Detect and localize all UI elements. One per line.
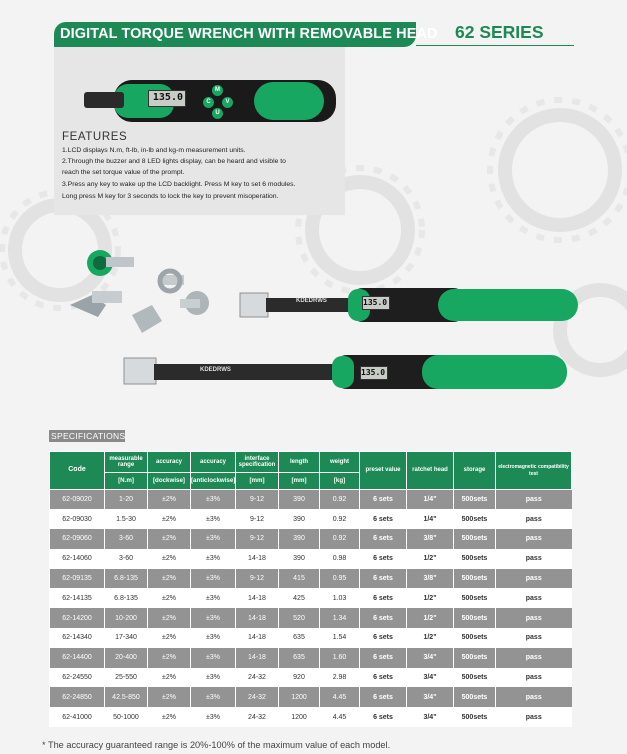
table-cell: 6 sets: [360, 648, 407, 668]
table-cell: 6 sets: [360, 628, 407, 648]
lcd-value-short: 135.0: [363, 298, 388, 307]
table-cell: 1.54: [320, 628, 360, 648]
table-cell: 500sets: [454, 509, 496, 529]
table-cell: 390: [279, 549, 320, 569]
specifications-label: SPECIFICATIONS: [51, 431, 126, 441]
table-cell: ±2%: [148, 707, 191, 727]
feature-line-4: 3.Press any key to wake up the LCD backlight. Press M key to set 6 modules.: [62, 181, 296, 188]
table-cell: 62-24850: [50, 687, 105, 707]
table-cell: 3/4": [407, 648, 454, 668]
table-cell: 3/4": [407, 687, 454, 707]
table-cell: 62-09020: [50, 490, 105, 510]
table-cell: 500sets: [454, 490, 496, 510]
table-cell: ±2%: [148, 588, 191, 608]
table-cell: 9-12: [236, 529, 279, 549]
unit-length: [mm]: [279, 473, 320, 490]
table-row: [50, 687, 572, 707]
col-length: length: [279, 452, 320, 473]
table-cell: 24-32: [236, 707, 279, 727]
u-key-button[interactable]: U: [212, 108, 223, 119]
col-accuracy-ccw: accuracy: [191, 452, 236, 473]
table-cell: 9-12: [236, 509, 279, 529]
table-cell: 1/2": [407, 588, 454, 608]
table-cell: ±3%: [191, 529, 236, 549]
table-cell: 1/2": [407, 608, 454, 628]
col-weight: weight: [320, 452, 360, 473]
table-cell: 6.8-135: [105, 588, 148, 608]
table-cell: 1200: [279, 707, 320, 727]
table-cell: 0.95: [320, 569, 360, 589]
table-cell: 10-200: [105, 608, 148, 628]
table-cell: 520: [279, 608, 320, 628]
table-cell: ±2%: [148, 529, 191, 549]
lcd-display-closeup: [148, 90, 186, 107]
table-cell: 24-32: [236, 668, 279, 688]
table-cell: 62-09030: [50, 509, 105, 529]
table-cell: pass: [496, 628, 572, 648]
table-cell: 62-14200: [50, 608, 105, 628]
table-cell: ±2%: [148, 668, 191, 688]
col-accuracy-cw: accuracy: [148, 452, 191, 473]
table-cell: 500sets: [454, 588, 496, 608]
unit-accuracy-ccw: [anticlockwise]: [191, 473, 236, 490]
table-cell: ±3%: [191, 588, 236, 608]
table-cell: 500sets: [454, 569, 496, 589]
table-cell: ±3%: [191, 707, 236, 727]
table-cell: 25-550: [105, 668, 148, 688]
table-cell: 635: [279, 648, 320, 668]
wrench-long-brand: KDEDRWS: [200, 367, 231, 373]
c-key-button[interactable]: C: [203, 97, 214, 108]
table-cell: 390: [279, 529, 320, 549]
table-cell: 62-09060: [50, 529, 105, 549]
wrench-short-brand: KDEDRWS: [296, 298, 327, 304]
table-cell: ±3%: [191, 668, 236, 688]
series-label: 62 SERIES: [455, 22, 544, 42]
table-cell: ±3%: [191, 628, 236, 648]
table-cell: 20-400: [105, 648, 148, 668]
table-row: [50, 569, 572, 589]
table-cell: 0.98: [320, 549, 360, 569]
table-cell: 6 sets: [360, 687, 407, 707]
table-cell: ±2%: [148, 648, 191, 668]
table-cell: 1.03: [320, 588, 360, 608]
table-cell: 1/4": [407, 490, 454, 510]
table-cell: 2.98: [320, 668, 360, 688]
removable-heads-image: [62, 245, 222, 345]
feature-line-2: 2.Through the buzzer and 8 LED lights display, can be heard and visible to: [62, 158, 286, 165]
col-emc-test: electromagnetic compatibility test: [496, 452, 572, 490]
table-header-row: [50, 452, 572, 473]
table-cell: 6 sets: [360, 549, 407, 569]
table-cell: pass: [496, 490, 572, 510]
table-cell: 62-14340: [50, 628, 105, 648]
table-cell: 0.92: [320, 529, 360, 549]
table-cell: 1.5-30: [105, 509, 148, 529]
table-cell: 6 sets: [360, 509, 407, 529]
table-cell: 6 sets: [360, 668, 407, 688]
table-cell: 14-18: [236, 549, 279, 569]
table-cell: 0.92: [320, 509, 360, 529]
table-cell: ±2%: [148, 549, 191, 569]
lcd-value: 135.0: [152, 92, 183, 103]
table-cell: pass: [496, 668, 572, 688]
table-cell: 6 sets: [360, 608, 407, 628]
feature-line-1: 1.LCD displays N.m, ft-lb, in-lb and kg-m measurement units.: [62, 147, 246, 154]
table-cell: pass: [496, 707, 572, 727]
table-cell: 1/4": [407, 509, 454, 529]
table-row: [50, 707, 572, 727]
table-cell: 24-32: [236, 687, 279, 707]
table-cell: pass: [496, 588, 572, 608]
table-cell: 6 sets: [360, 490, 407, 510]
table-cell: 3/4": [407, 668, 454, 688]
table-cell: 500sets: [454, 529, 496, 549]
table-cell: 500sets: [454, 707, 496, 727]
table-cell: 6.8-135: [105, 569, 148, 589]
col-storage: storage: [454, 452, 496, 490]
table-cell: 425: [279, 588, 320, 608]
table-cell: ±2%: [148, 687, 191, 707]
table-cell: 3/8": [407, 569, 454, 589]
table-row: [50, 628, 572, 648]
unit-weight: [kg]: [320, 473, 360, 490]
col-ratchet-head: ratchet head: [407, 452, 454, 490]
table-cell: 62-14400: [50, 648, 105, 668]
col-interface: interface specification: [236, 452, 279, 473]
table-cell: 6 sets: [360, 569, 407, 589]
table-cell: 500sets: [454, 549, 496, 569]
table-row: [50, 490, 572, 510]
table-cell: 6 sets: [360, 588, 407, 608]
table-cell: 17-340: [105, 628, 148, 648]
table-cell: ±3%: [191, 549, 236, 569]
table-cell: 6 sets: [360, 707, 407, 727]
footnote: * The accuracy guaranteed range is 20%-100% of the maximum value of each model.: [42, 740, 391, 750]
table-row: [50, 588, 572, 608]
table-cell: 1.34: [320, 608, 360, 628]
table-row: [50, 648, 572, 668]
table-cell: 4.45: [320, 707, 360, 727]
unit-accuracy-cw: [dockwise]: [148, 473, 191, 490]
table-cell: ±2%: [148, 509, 191, 529]
table-cell: 500sets: [454, 628, 496, 648]
features-heading: FEATURES: [62, 131, 128, 143]
table-cell: pass: [496, 529, 572, 549]
table-cell: ±2%: [148, 628, 191, 648]
v-key-button[interactable]: V: [222, 97, 233, 108]
table-cell: 14-18: [236, 608, 279, 628]
table-cell: pass: [496, 608, 572, 628]
table-cell: 6 sets: [360, 529, 407, 549]
table-cell: 920: [279, 668, 320, 688]
table-cell: 9-12: [236, 490, 279, 510]
table-cell: ±3%: [191, 648, 236, 668]
lcd-value-long: 135.0: [361, 368, 386, 377]
table-cell: 0.92: [320, 490, 360, 510]
lcd-display-short-wrench: [362, 296, 390, 310]
table-cell: 62-14135: [50, 588, 105, 608]
torque-wrench-short-image: [238, 283, 583, 328]
table-cell: 14-18: [236, 588, 279, 608]
table-cell: 9-12: [236, 569, 279, 589]
table-cell: 1-20: [105, 490, 148, 510]
table-cell: 390: [279, 490, 320, 510]
torque-wrench-long-image: [122, 352, 572, 397]
table-cell: 500sets: [454, 668, 496, 688]
table-row: [50, 529, 572, 549]
table-cell: 62-24550: [50, 668, 105, 688]
table-cell: 62-14060: [50, 549, 105, 569]
specifications-table: [49, 451, 572, 727]
title-banner: [54, 22, 438, 47]
m-key-button[interactable]: M: [212, 85, 223, 96]
col-measurable-range: measurable range: [105, 452, 148, 473]
table-cell: 62-41000: [50, 707, 105, 727]
table-cell: 42.5-850: [105, 687, 148, 707]
table-cell: ±3%: [191, 490, 236, 510]
table-row: [50, 668, 572, 688]
page-title: DIGITAL TORQUE WRENCH WITH REMOVABLE HEAD: [60, 26, 438, 42]
table-cell: pass: [496, 648, 572, 668]
table-cell: 3/8": [407, 529, 454, 549]
header-divider: [416, 45, 574, 46]
table-row: [50, 608, 572, 628]
col-code: Code: [50, 452, 105, 490]
table-cell: ±3%: [191, 608, 236, 628]
table-cell: 3/4": [407, 707, 454, 727]
table-cell: ±3%: [191, 687, 236, 707]
table-cell: ±2%: [148, 608, 191, 628]
unit-range: [N.m]: [105, 473, 148, 490]
table-cell: 1/2": [407, 549, 454, 569]
table-cell: pass: [496, 509, 572, 529]
table-cell: 50-1000: [105, 707, 148, 727]
table-cell: ±3%: [191, 569, 236, 589]
table-cell: pass: [496, 549, 572, 569]
table-cell: ±2%: [148, 490, 191, 510]
table-cell: 3-60: [105, 549, 148, 569]
table-cell: 635: [279, 628, 320, 648]
table-cell: ±3%: [191, 509, 236, 529]
lcd-display-long-wrench: [360, 366, 388, 380]
table-row: [50, 549, 572, 569]
feature-line-3: reach the set torque value of the prompt.: [62, 169, 185, 176]
table-cell: 1200: [279, 687, 320, 707]
feature-line-5: Long press M key for 3 seconds to lock the key to prevent misoperation.: [62, 193, 279, 200]
unit-interface: [mm]: [236, 473, 279, 490]
table-cell: 500sets: [454, 687, 496, 707]
table-cell: 62-09135: [50, 569, 105, 589]
table-cell: 14-18: [236, 648, 279, 668]
col-preset-value: preset value: [360, 452, 407, 490]
table-cell: ±2%: [148, 569, 191, 589]
table-cell: 1/2": [407, 628, 454, 648]
table-cell: 415: [279, 569, 320, 589]
table-cell: 500sets: [454, 648, 496, 668]
table-cell: 3-60: [105, 529, 148, 549]
table-cell: 4.45: [320, 687, 360, 707]
table-cell: 500sets: [454, 608, 496, 628]
table-cell: 1.60: [320, 648, 360, 668]
table-cell: 390: [279, 509, 320, 529]
table-row: [50, 509, 572, 529]
table-body: [50, 490, 572, 728]
table-cell: pass: [496, 569, 572, 589]
table-cell: 14-18: [236, 628, 279, 648]
wrench-handle-closeup-image: [54, 70, 345, 140]
table-cell: pass: [496, 687, 572, 707]
